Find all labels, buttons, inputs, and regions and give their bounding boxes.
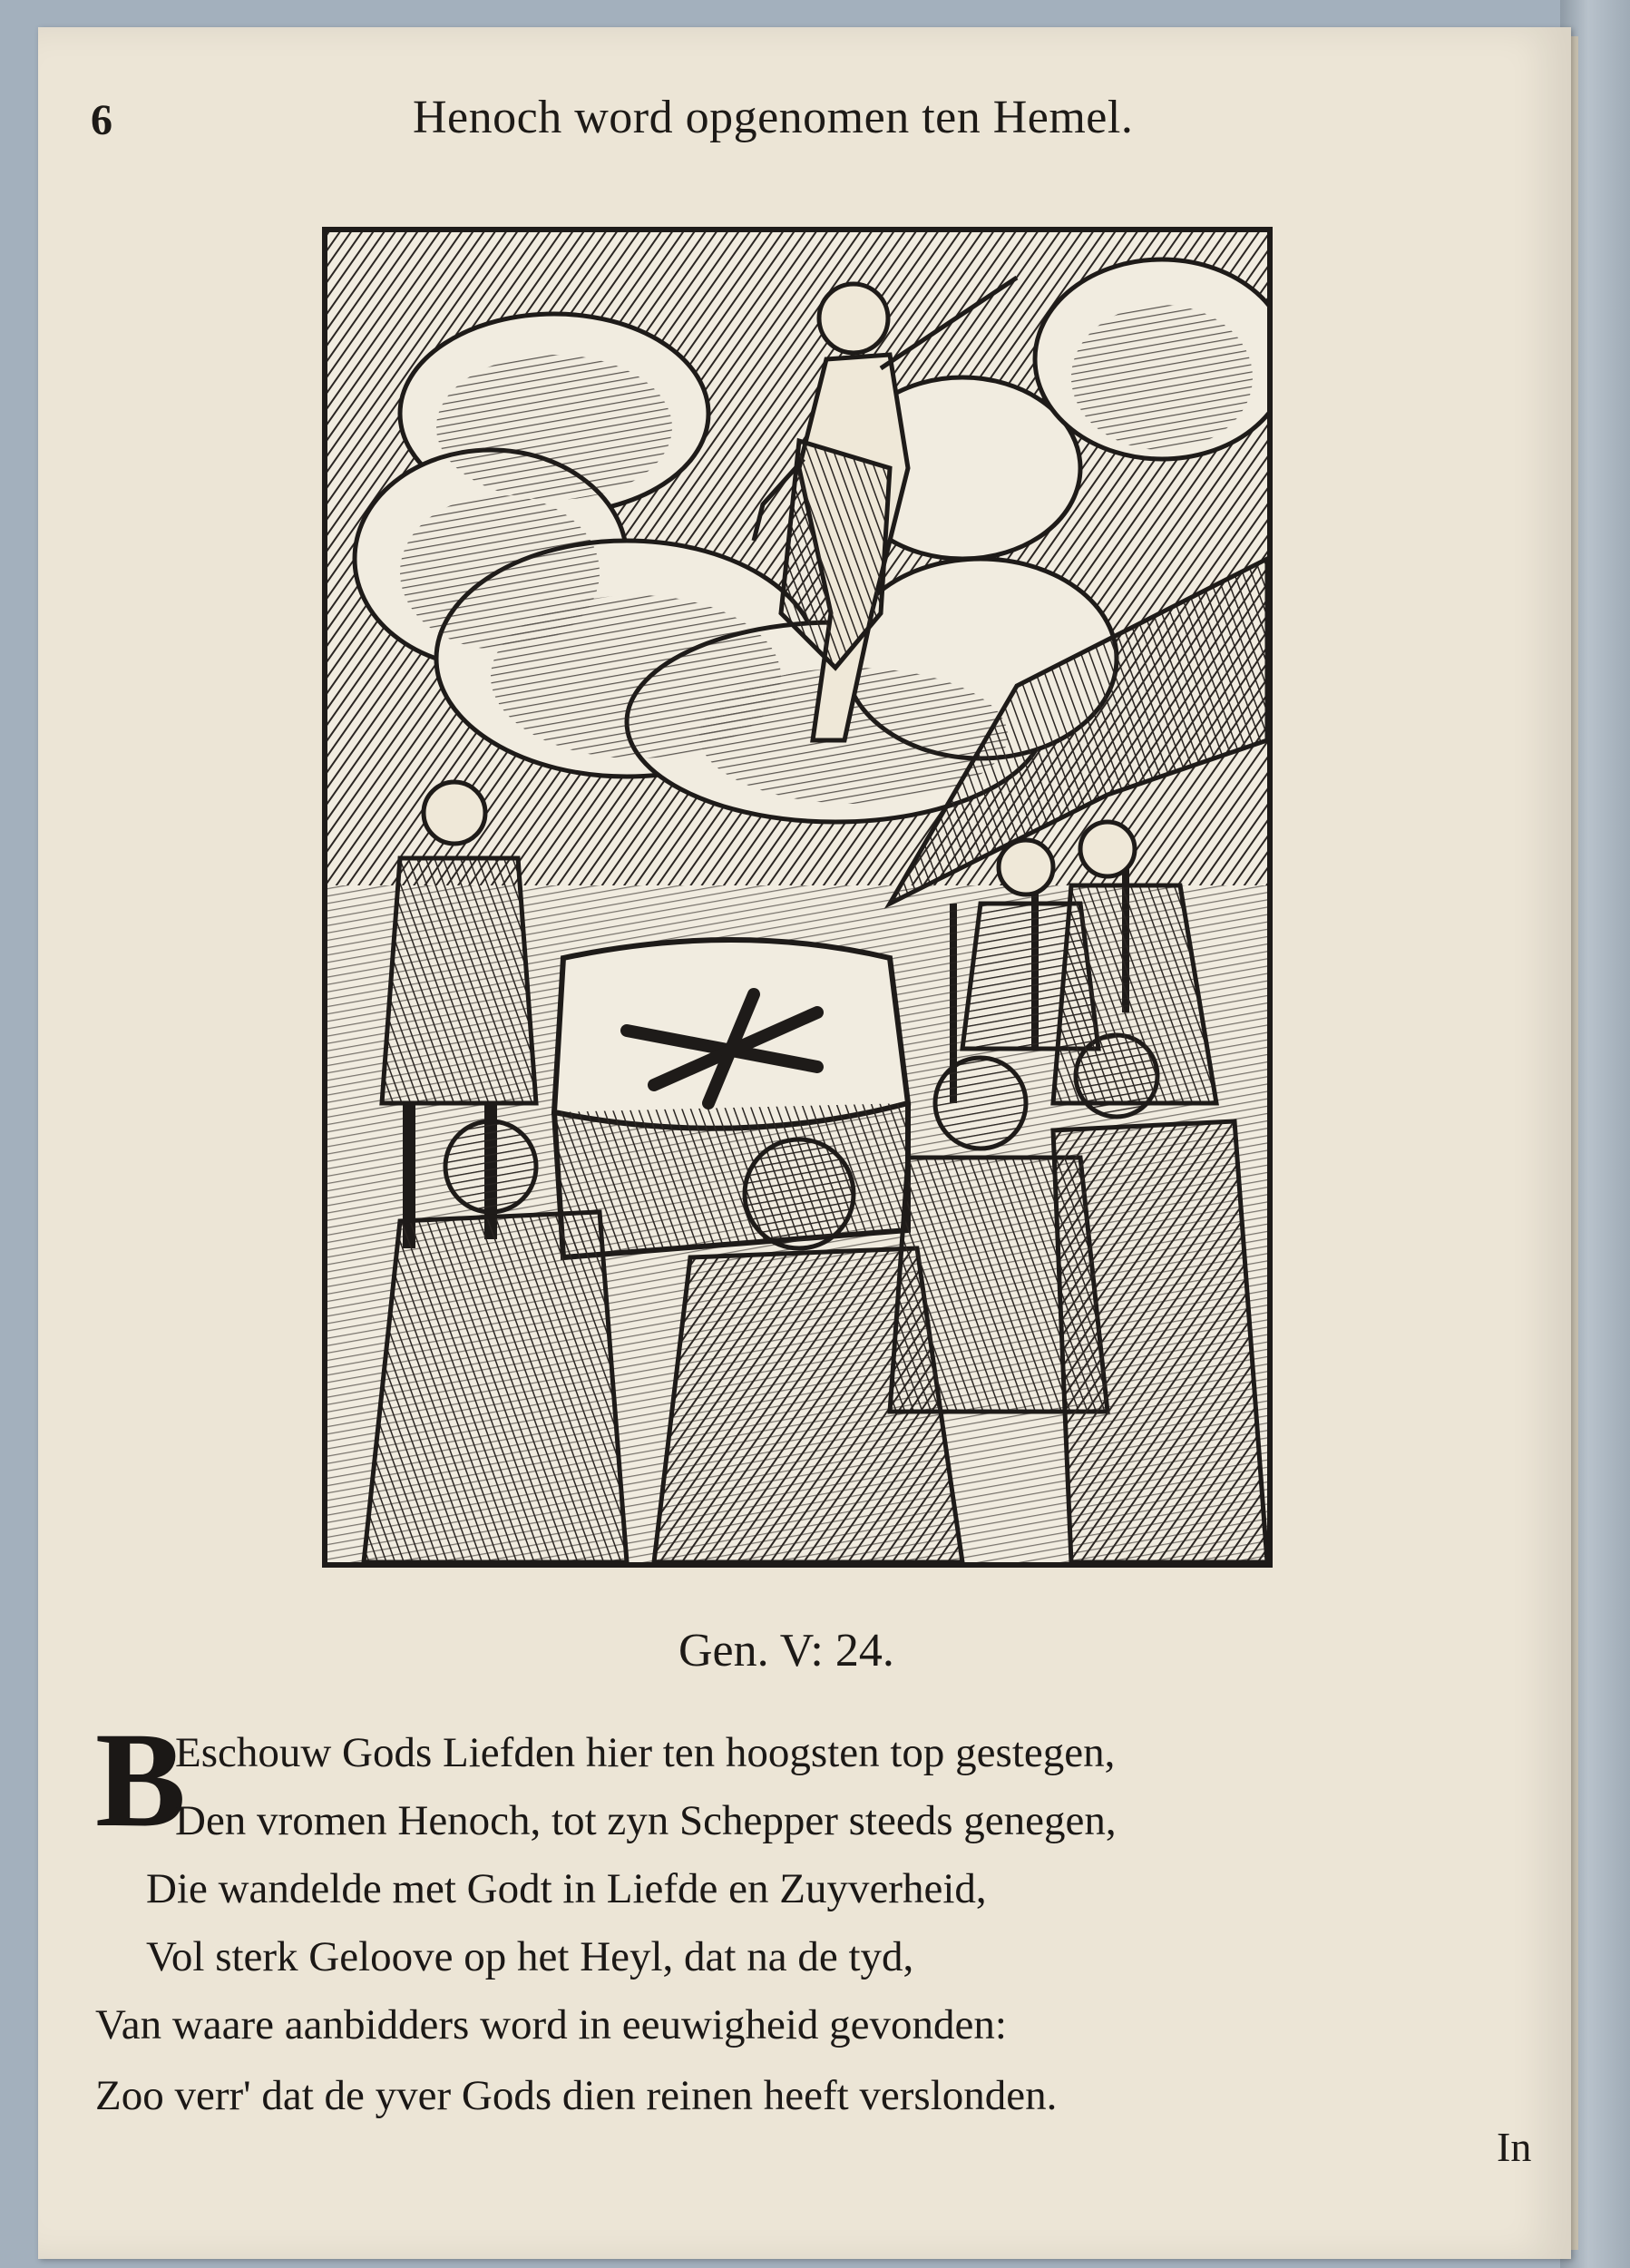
page-header <box>91 86 1361 159</box>
running-title: Henoch word opgenomen ten Hemel. <box>413 92 1134 143</box>
woodcut-image <box>327 232 1267 1562</box>
page-number: 6 <box>91 96 112 144</box>
poem-line-4: Vol sterk Geloove op het Heyl, dat na de tyd, <box>146 1933 914 1980</box>
poem-line-6: Zoo verr' dat de yver Gods dien reinen heeft verslonden. <box>95 2072 1058 2119</box>
drop-cap: B <box>95 1705 187 1855</box>
poem-line-2: Den vromen Henoch, tot zyn Schepper steeds genegen, <box>175 1797 1117 1844</box>
poem-line-3: Die wandelde met Godt in Liefde en Zuyverheid, <box>146 1865 987 1912</box>
poem-line-5: Van waare aanbidders word in eeuwigheid gevonden: <box>95 2001 1007 2048</box>
scripture-reference: Gen. V: 24. <box>678 1625 894 1677</box>
poem-line-1: Eschouw Gods Liefden hier ten hoogsten top gestegen, <box>175 1729 1116 1776</box>
woodcut-illustration <box>322 227 1273 1568</box>
catchword: In <box>1497 2124 1532 2170</box>
